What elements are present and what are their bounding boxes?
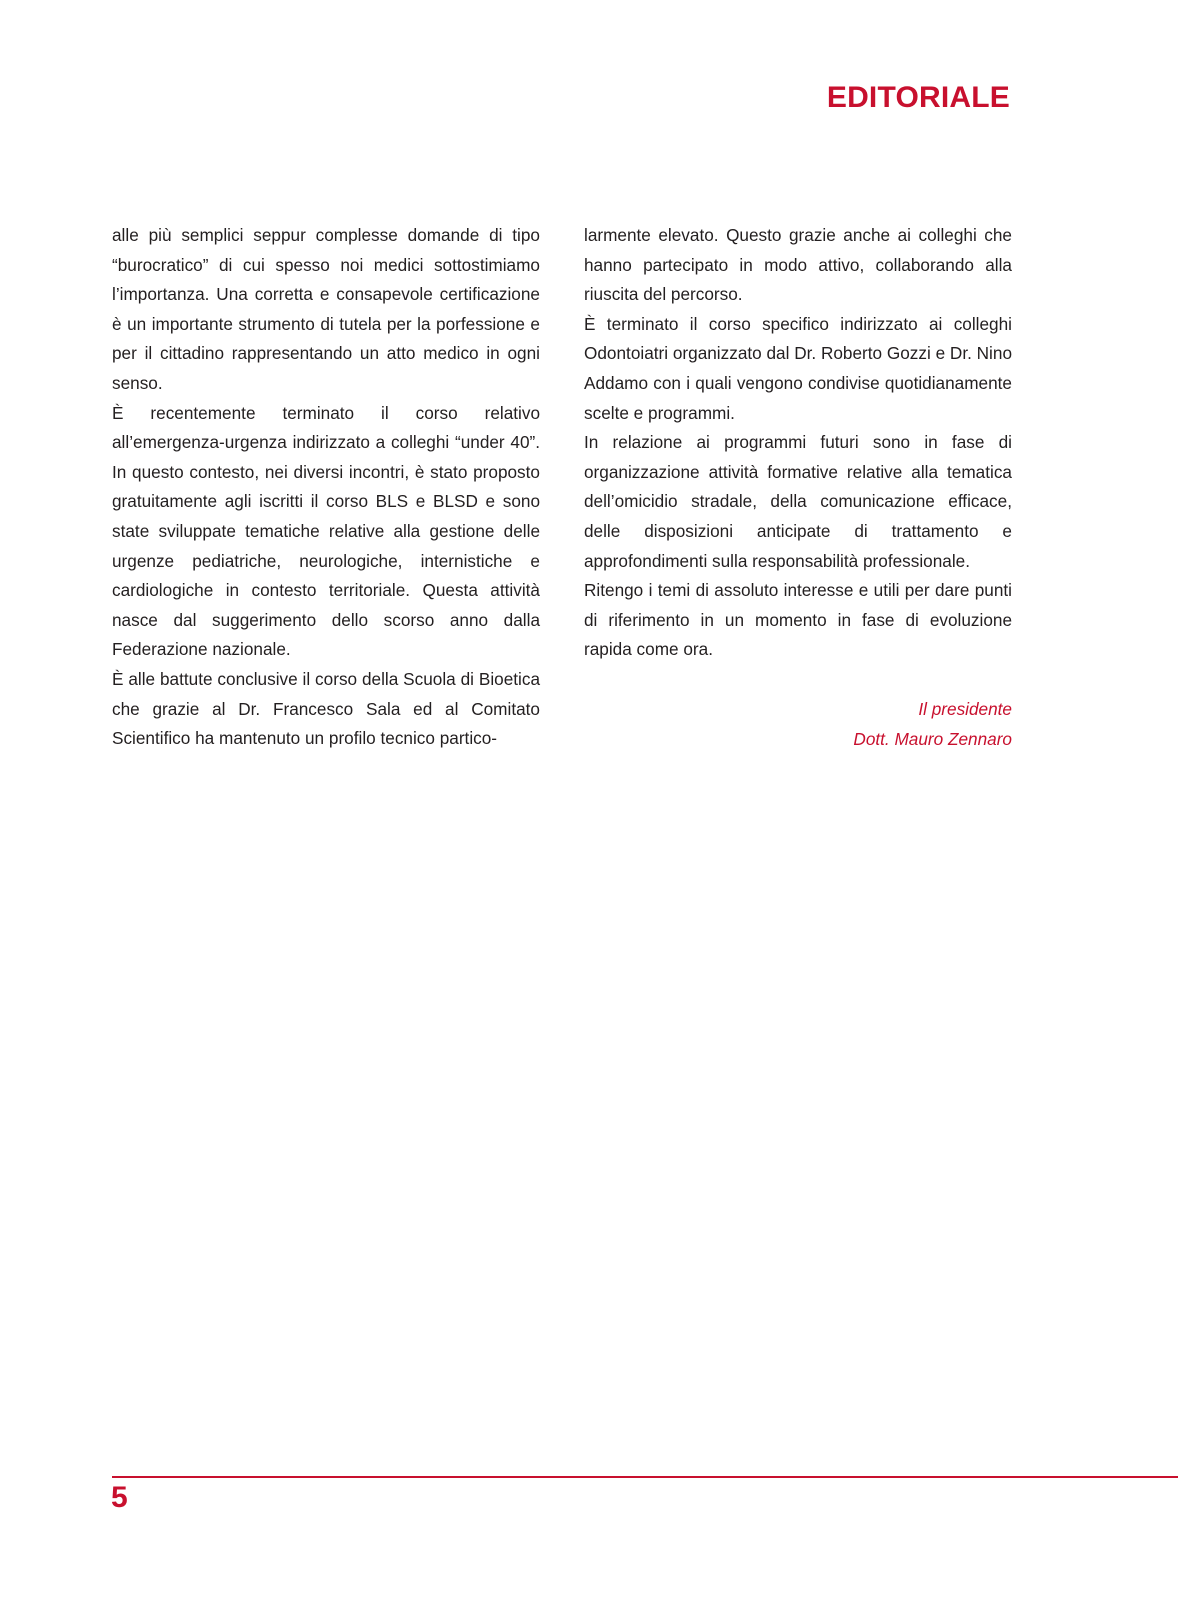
- signature: [584, 695, 1012, 754]
- section-title: EDITORIALE: [826, 81, 1010, 114]
- paragraph: In relazione ai programmi futuri sono in fase di organizzazione attività formative relative alla tematica dell’omicidio stradale, della comunicazione efficace, delle disposizioni anticipate di trattamento e approfondimenti sulla responsabilità professionale.: [584, 432, 1012, 571]
- paragraph: È recentemente terminato il corso relativo all’emergenza-urgenza indirizzato a colleghi “under 40”. In questo contesto, nei diversi incontri, è stato proposto gratuitamente agli iscritti il corso BLS e BLSD e sono state sviluppate tematiche relative alla gestione delle urgenze pediatriche, neurologiche, internistiche e cardiologiche in contesto territoriale. Questa attività nasce dal suggerimento dello scorso anno dalla Federazione nazionale.: [112, 402, 540, 660]
- signature-name: Dott. Mauro Zennaro: [853, 728, 1012, 749]
- paragraph: alle più semplici seppur complesse domande di tipo “burocratico” di cui spesso noi medici sottostimiamo l’importanza. Una corretta e consapevole certificazione è un importante strumento di tutela per la porfessione e per il cittadino rappresentando un atto medico in ogni senso.: [112, 225, 540, 393]
- paragraph: È terminato il corso specifico indirizzato ai colleghi Odontoiatri organizzato dal Dr. Roberto Gozzi e Dr. Nino Addamo con i quali vengono condivise quotidianamente scelte e programmi.: [584, 313, 1012, 423]
- paragraph: È alle battute conclusive il corso della Scuola di Bioetica che grazie al Dr. Francesco Sala ed al Comitato Scientifico ha mantenuto un profilo tecnico partico-: [112, 668, 540, 749]
- paragraph: Ritengo i temi di assoluto interesse e utili per dare punti di riferimento in un momento in fase di evoluzione rapida come ora.: [584, 580, 1012, 660]
- footer-divider: [112, 1476, 1178, 1478]
- paragraph: larmente elevato. Questo grazie anche ai colleghi che hanno partecipato in modo attivo, collaborando alla riuscita del percorso.: [584, 225, 1012, 305]
- signature-role: Il presidente: [918, 698, 1012, 719]
- article-column-right: [584, 221, 1012, 754]
- article-column-left: [112, 221, 540, 754]
- page-number: 5: [111, 1481, 128, 1514]
